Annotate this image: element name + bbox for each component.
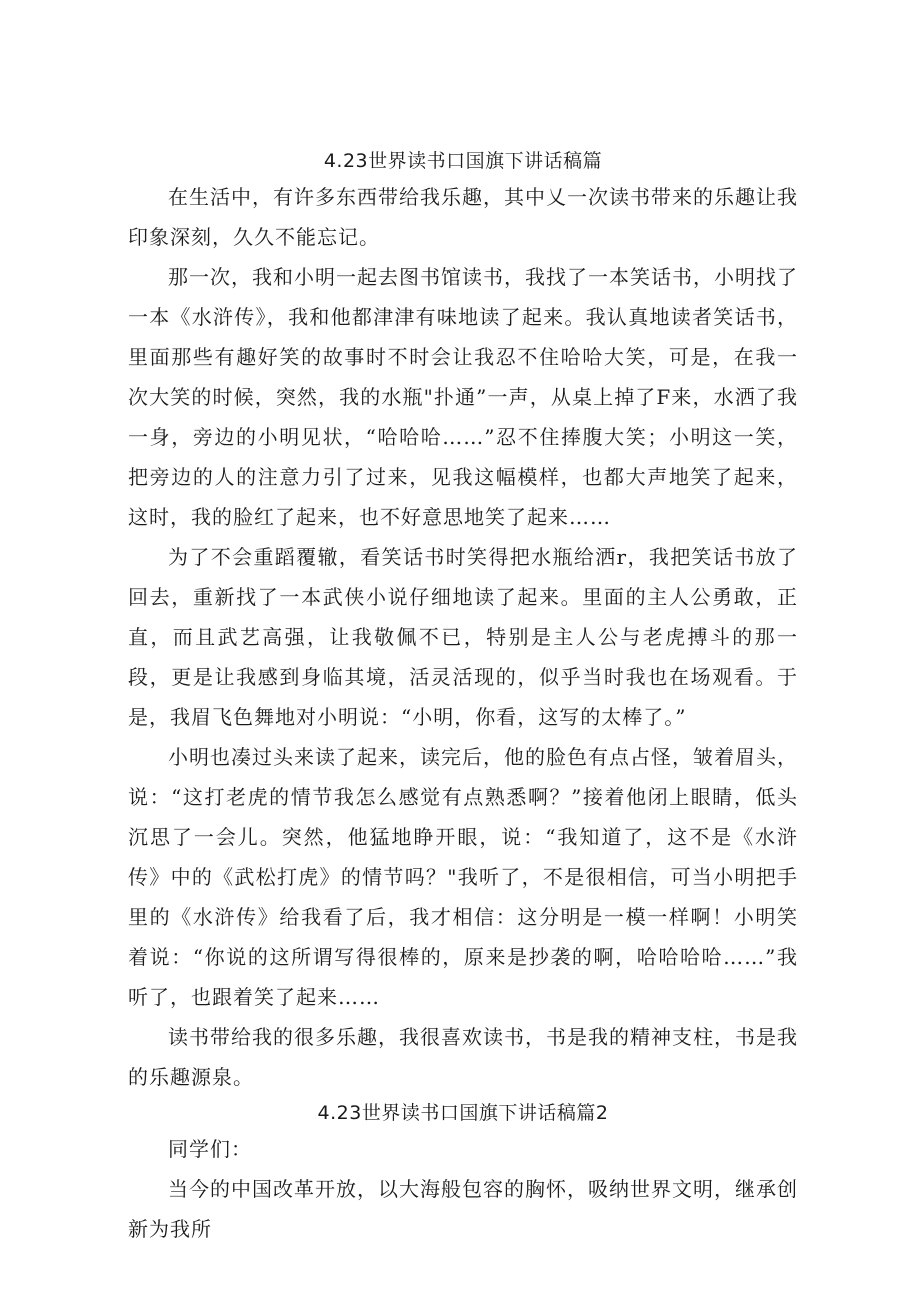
paragraph-7: 当今的中国改革开放，以大海般包容的胸怀，吸纳世界文明，继承创新为我所 bbox=[128, 1177, 798, 1241]
document-body bbox=[128, 145, 798, 1249]
paragraph-5: 读书带给我的很多乐趣，我很喜欢读书，书是我的精神支柱，书是我的乐趣源泉。 bbox=[128, 1025, 798, 1089]
paragraph-6: 同学们： bbox=[168, 1137, 252, 1161]
paragraph-3: 为了不会重蹈覆辙，看笑话书时笑得把水瓶给洒r，我把笑话书放了回去，重新找了一本武侠小说仔细地读了起来。里面的主人公勇敢，正直，而且武艺高强，让我敬佩不已，特别是主人公与老虎搏斗的那一段，更是让我感到身临其境，活灵活现的，似乎当时我也在场观看。于是，我眉飞色舞地对小明说：“小明，你看，这写的太棒了。” bbox=[128, 545, 798, 729]
section-title-2: 4.23世界读书口国旗下讲话稿篇2 bbox=[317, 1102, 609, 1124]
paragraph-1: 在生活中，有许多东西带给我乐趣，其中乂一次读书带来的乐趣让我印象深刻，久久不能忘记。 bbox=[128, 185, 798, 249]
section-title-1: 4.23世界读书口国旗下讲话稿篇 bbox=[323, 150, 603, 172]
paragraph-4: 小明也凑过头来读了起来，读完后，他的脸色有点占怪，皱着眉头，说：“这打老虎的情节我怎么感觉有点熟悉啊？”接着他闭上眼睛，低头沉思了一会儿。突然，他猛地睁开眼，说：“我知道了，这不是《水浒传》中的《武松打虎》的情节吗？"我听了，不是很相信，可当小明把手里的《水浒传》给我看了后，我才相信：这分明是一模一样啊！小明笑着说：“你说的这所谓写得很棒的，原来是抄袭的啊，哈哈哈哈……”我听了，也跟着笑了起来…… bbox=[128, 745, 798, 1009]
paragraph-2: 那一次，我和小明一起去图书馆读书，我找了一本笑话书，小明找了一本《水浒传》，我和他都津津有味地读了起来。我认真地读者笑话书，里面那些有趣好笑的故事时不时会让我忍不住哈哈大笑，可是，在我一次大笑的时候，突然，我的水瓶"扑通”一声，从桌上掉了F来，水洒了我一身，旁边的小明见状，“哈哈哈……”忍不住捧腹大笑；小明这一笑，把旁边的人的注意力引了过来，见我这幅模样，也都大声地笑了起来，这时，我的脸红了起来，也不好意思地笑了起来…… bbox=[128, 265, 798, 529]
